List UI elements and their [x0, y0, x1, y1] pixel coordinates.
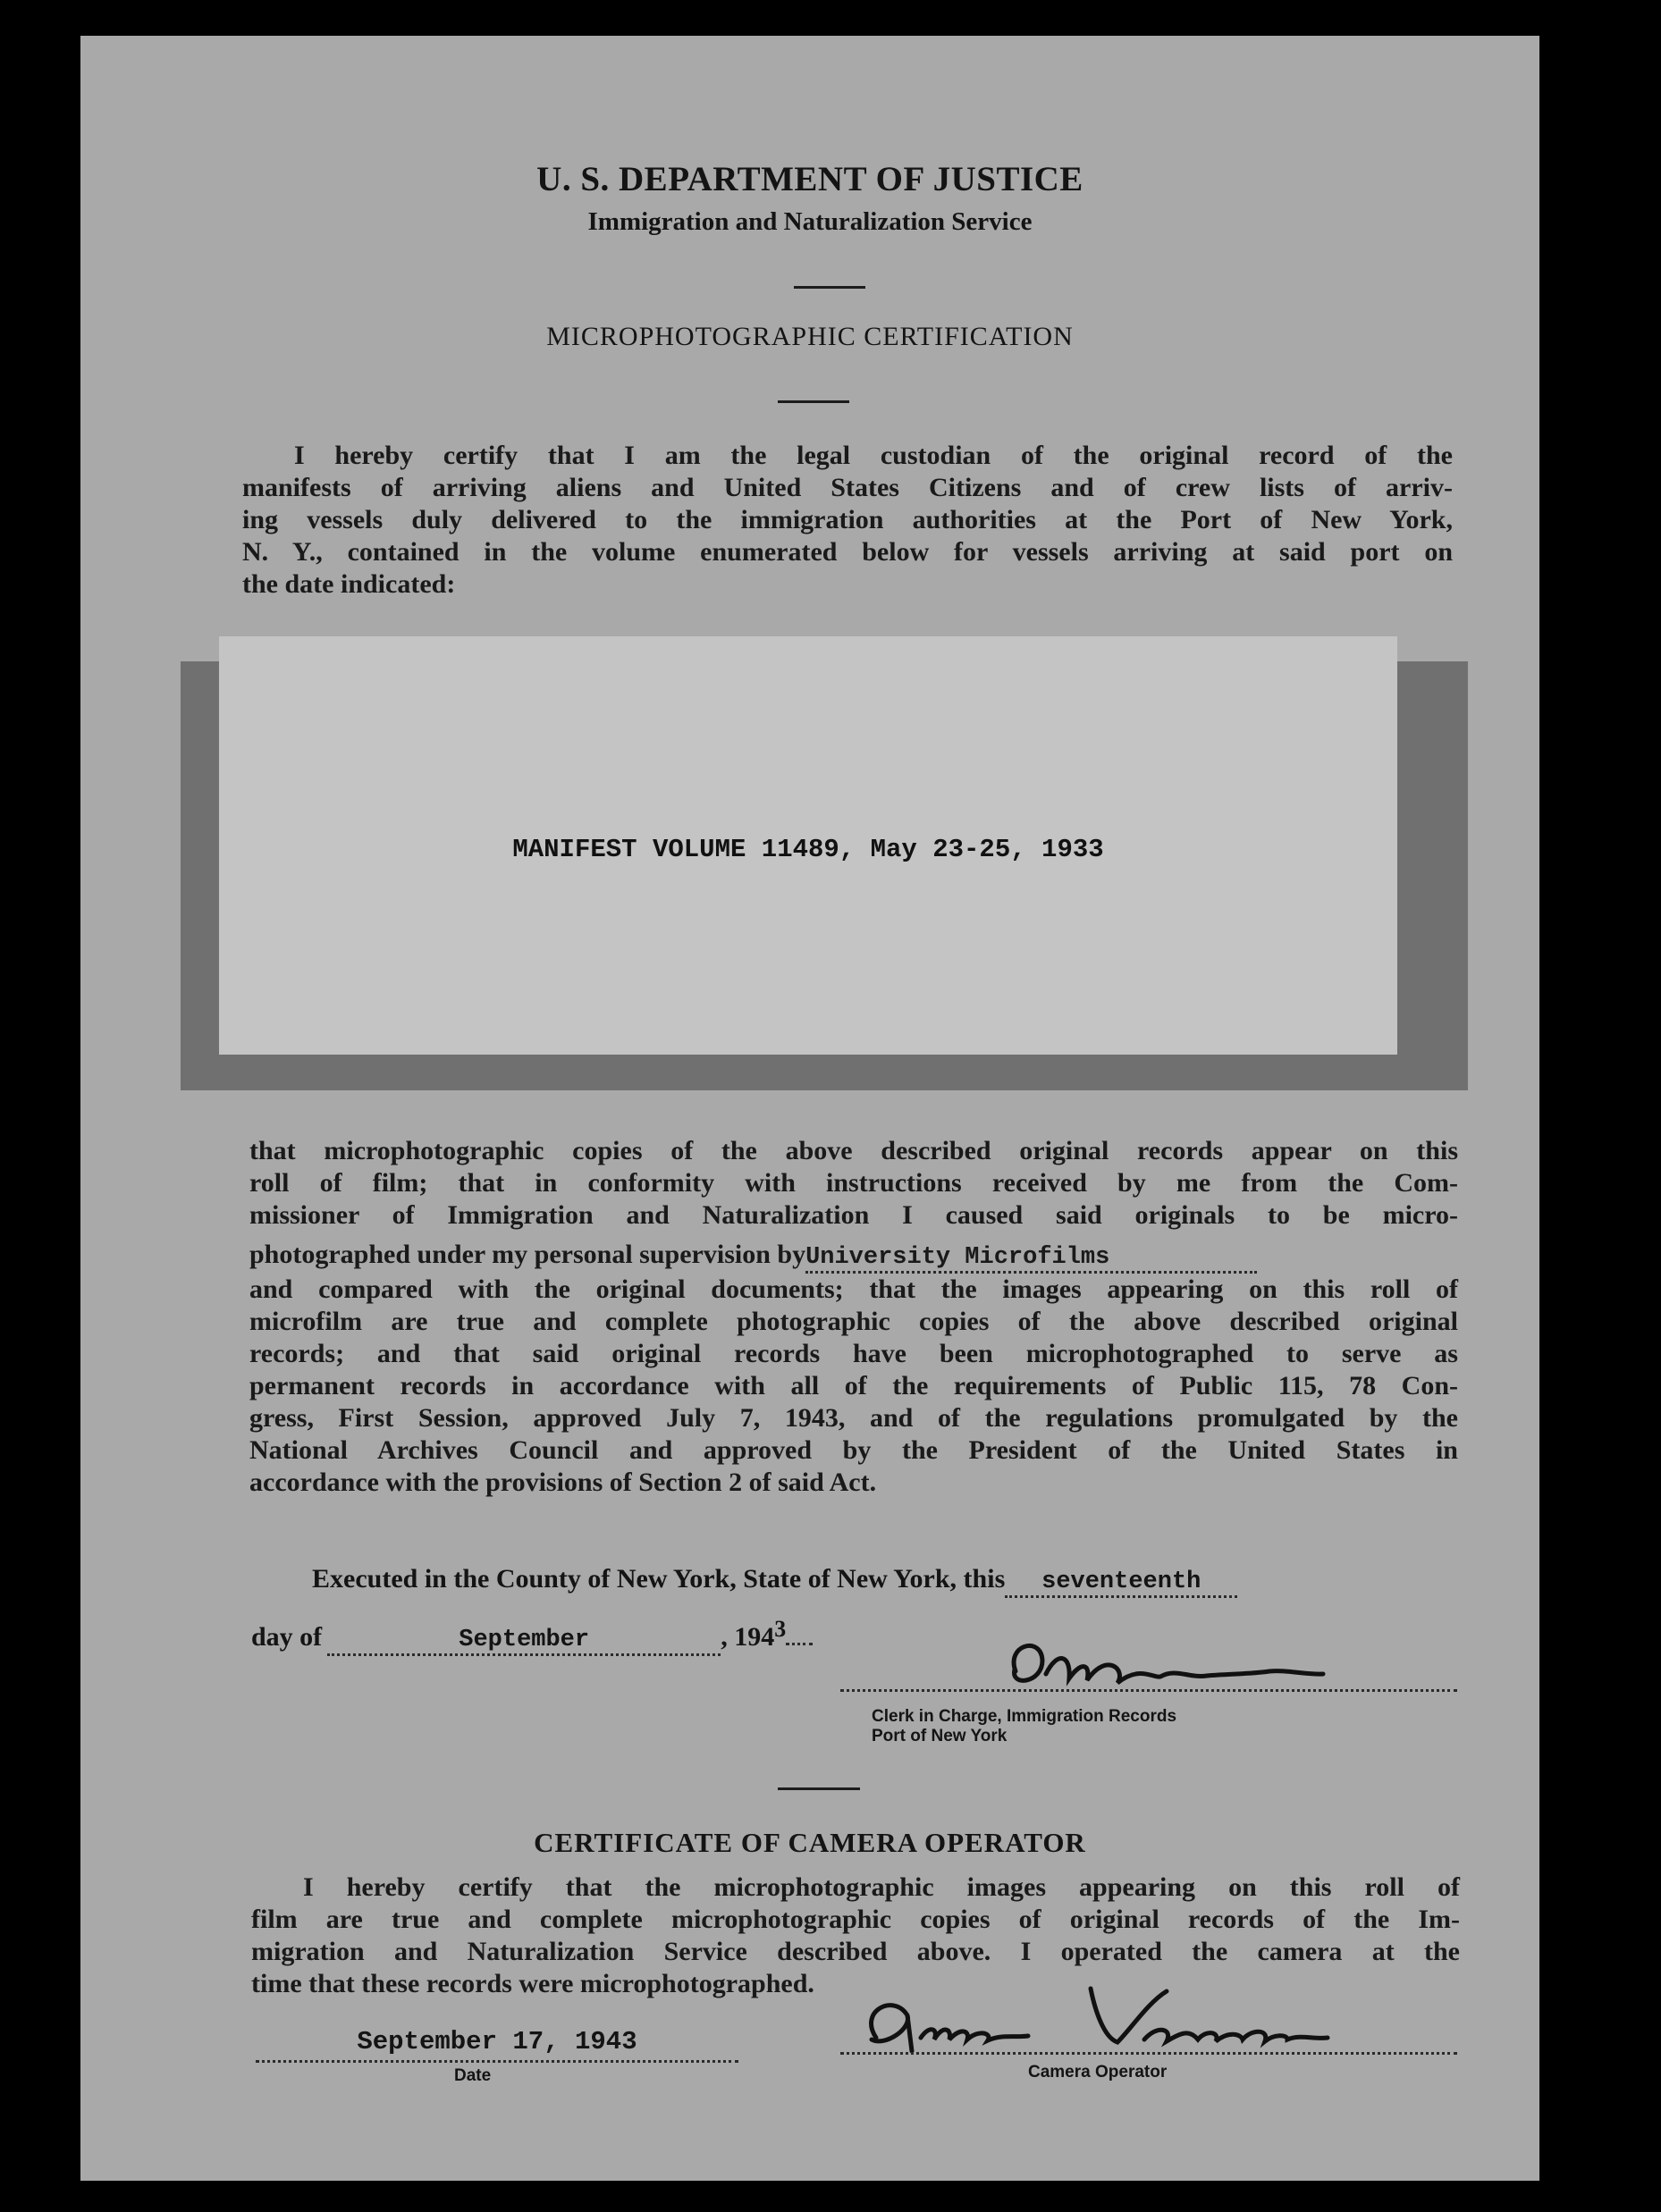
executed-day-field: [1005, 1566, 1237, 1598]
clerk-title: [872, 1707, 1176, 1746]
certification-title: MICROPHOTOGRAPHIC CERTIFICATION: [546, 322, 1074, 351]
camera-operator-label: Camera Operator: [1028, 2063, 1168, 2082]
clerk-title-line: Clerk in Charge, Immigration Records: [872, 1707, 1177, 1726]
paragraph-line: that microphotographic copies of the above described original records appear on this: [249, 1136, 1458, 1165]
paragraph-line: ing vessels duly delivered to the immigration authorities at the Port of New York,: [242, 505, 1453, 534]
divider: [778, 400, 849, 403]
day-of-line: [251, 1616, 813, 1656]
executed-line: [312, 1564, 1237, 1598]
department-heading: U. S. DEPARTMENT OF JUSTICE: [536, 160, 1083, 198]
paragraph-line: accordance with the provisions of Section 2 of said Act.: [249, 1468, 877, 1497]
camera-operator-signature: [822, 1975, 1412, 2065]
manifest-volume-text: MANIFEST VOLUME 11489, May 23-25, 1933: [512, 835, 1104, 864]
paragraph-line: film are true and complete microphotographic copies of original records of the Im-: [251, 1905, 1460, 1934]
paragraph-line: migration and Naturalization Service described above. I operated the camera at the: [251, 1937, 1460, 1966]
clerk-title-line: Port of New York: [872, 1727, 1008, 1745]
paragraph-line: time that these records were microphotographed.: [251, 1969, 814, 1998]
copies-paragraph: [249, 1135, 1458, 1499]
divider: [794, 286, 865, 289]
year-digit: 3: [774, 1616, 787, 1642]
month-value: September: [459, 1627, 590, 1653]
day-of-label: day of: [251, 1622, 323, 1652]
custodian-paragraph: [242, 440, 1453, 601]
paragraph-line: gress, First Session, approved July 7, 1943, and of the regulations promulgated by the: [249, 1403, 1458, 1433]
supervision-field: [805, 1241, 1257, 1274]
paragraph-line: N. Y., contained in the volume enumerated below for vessels arriving at said port on: [242, 537, 1453, 567]
paragraph-line: and compared with the original documents; that the images appearing on this roll of: [249, 1274, 1458, 1304]
date-field: [256, 2027, 738, 2063]
service-subheading: Immigration and Naturalization Service: [587, 207, 1033, 236]
supervision-name: University Microfilms: [805, 1244, 1110, 1271]
manifest-label: [219, 636, 1397, 1055]
date-value: September 17, 1943: [357, 2027, 637, 2056]
date-label: Date: [454, 2066, 492, 2085]
year-dots: [786, 1643, 813, 1645]
paragraph-line: I hereby certify that I am the legal custodian of the original record of the: [294, 441, 1453, 470]
paragraph-line: missioner of Immigration and Naturalization I caused said originals to be micro-: [249, 1200, 1458, 1230]
paragraph-line: manifests of arriving aliens and United States Citizens and of crew lists of arriv-: [242, 473, 1453, 502]
year-prefix: , 194: [721, 1622, 775, 1652]
executed-prefix: Executed in the County of New York, State of New York, this: [312, 1564, 1006, 1594]
divider: [778, 1787, 860, 1790]
camera-certificate-title: CERTIFICATE OF CAMERA OPERATOR: [534, 1827, 1086, 1858]
clerk-signature-line: [840, 1689, 1457, 1692]
paragraph-line: I hereby certify that the microphotographic images appearing on this roll of: [303, 1872, 1460, 1902]
paragraph-line: permanent records in accordance with all of the requirements of Public 115, 78 Con-: [249, 1371, 1458, 1400]
executed-day: seventeenth: [1041, 1569, 1201, 1595]
supervision-line: [249, 1239, 1458, 1274]
supervision-prefix: photographed under my personal supervision by: [249, 1240, 806, 1269]
paragraph-line: National Archives Council and approved by the President of the United States in: [249, 1435, 1458, 1465]
camera-operator-signature-line: [840, 2052, 1457, 2055]
paragraph-line: roll of film; that in conformity with instructions received by me from the Com-: [249, 1168, 1458, 1198]
paragraph-line: records; and that said original records have been microphotographed to serve as: [249, 1339, 1458, 1368]
paragraph-line: microfilm are true and complete photographic copies of the above described original: [249, 1307, 1458, 1336]
paragraph-line: the date indicated:: [242, 569, 456, 599]
month-field: [327, 1624, 721, 1656]
certificate-page: [80, 36, 1539, 2181]
